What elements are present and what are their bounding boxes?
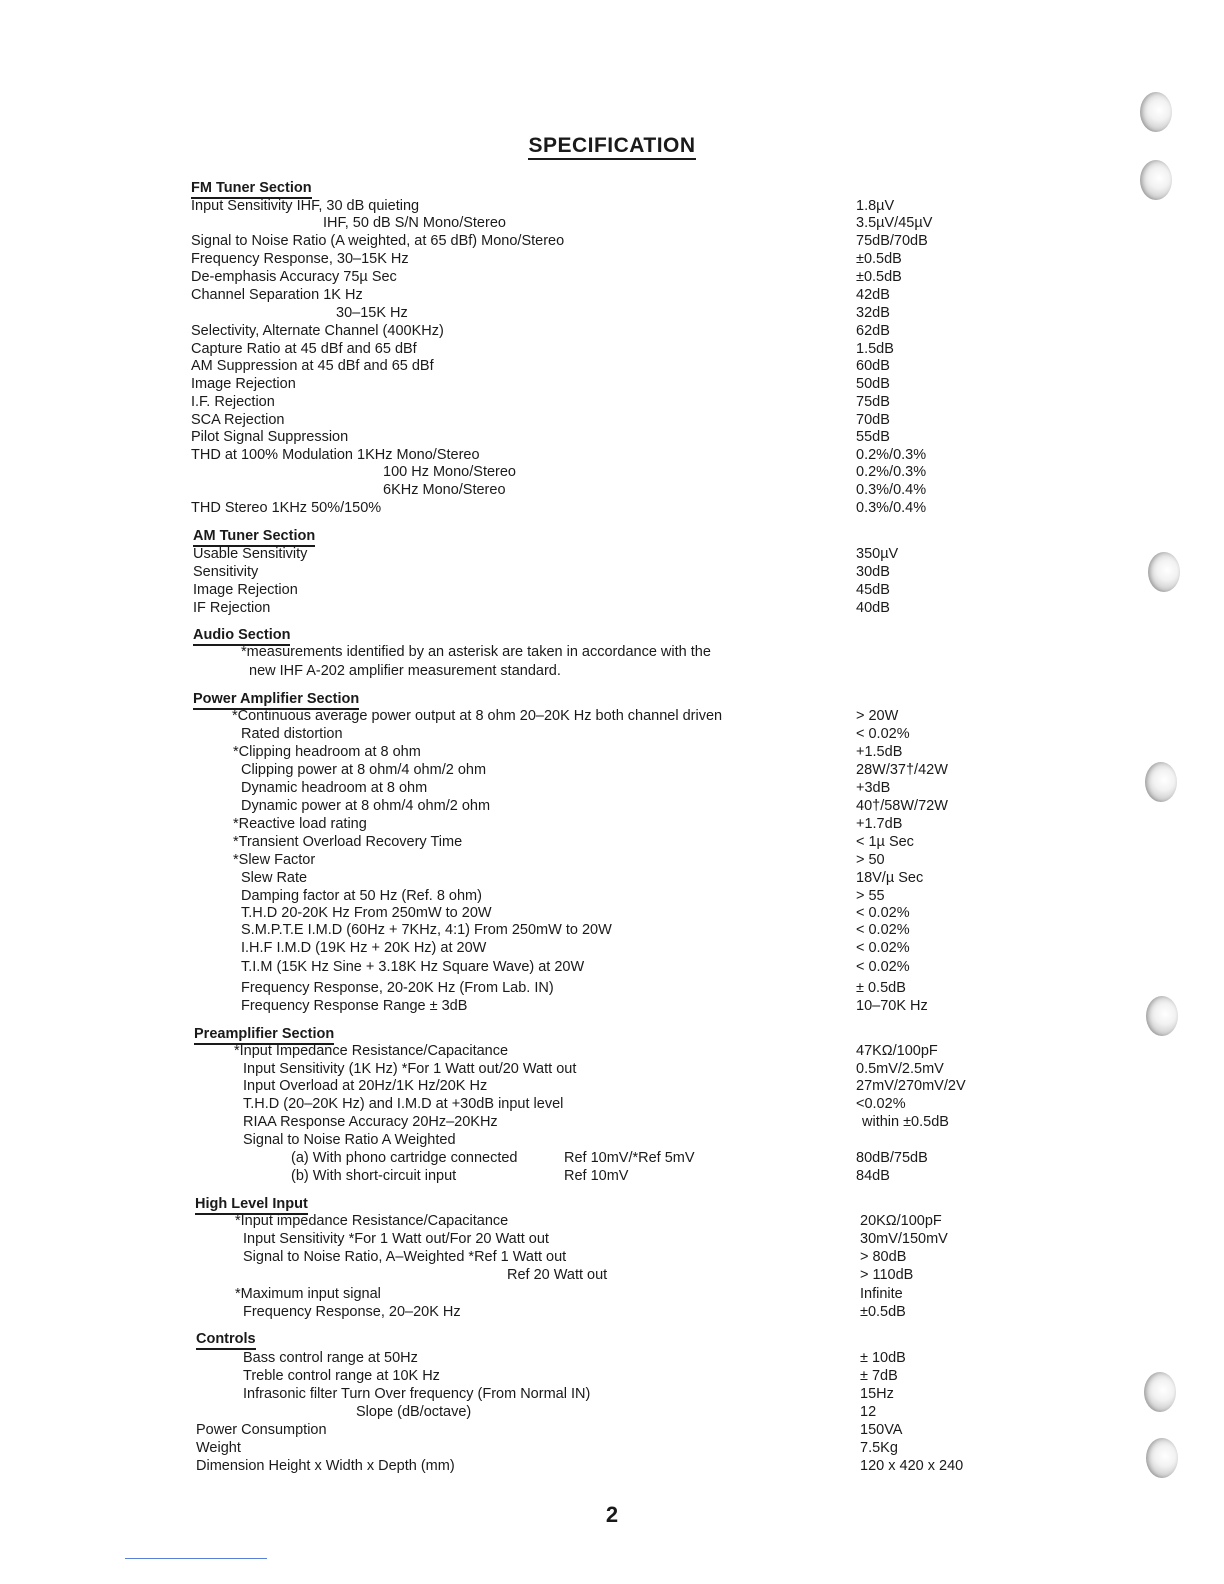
spec-row: Channel Separation 1K Hz 42dB bbox=[191, 287, 890, 303]
spec-row: Frequency Response, 30–15K Hz ±0.5dB bbox=[191, 251, 902, 267]
spec-row: IHF, 50 dB S/N Mono/Stereo 3.5µV/45µV bbox=[323, 215, 933, 231]
spec-row: THD at 100% Modulation 1KHz Mono/Stereo 0.2%/0.3% bbox=[191, 447, 927, 463]
spec-row: 30–15K Hz 32dB bbox=[336, 305, 890, 321]
spec-row: Image Rejection 45dB bbox=[193, 582, 890, 598]
spec-row: I.H.F I.M.D (19K Hz + 20K Hz) at 20W < 0.02% bbox=[241, 940, 910, 956]
spec-row: Clipping power at 8 ohm/4 ohm/2 ohm 28W/37†/42W bbox=[241, 762, 948, 778]
spec-row: 6KHz Mono/Stereo 0.3%/0.4% bbox=[383, 482, 927, 498]
spec-row: *Input Impedance Resistance/Capacitance 47KΩ/100pF bbox=[234, 1043, 938, 1059]
spec-row: *Transient Overload Recovery Time < 1µ Sec bbox=[233, 834, 914, 850]
spec-row: Infrasonic filter Turn Over frequency (From Normal IN) 15Hz bbox=[243, 1386, 894, 1402]
punch-hole bbox=[1140, 160, 1172, 200]
spec-row: Slew Rate 18V/µ Sec bbox=[241, 870, 924, 886]
spec-row: Power Consumption 150VA bbox=[196, 1422, 903, 1438]
spec-row: Signal to Noise Ratio A Weighted bbox=[243, 1132, 456, 1148]
spec-row: De-emphasis Accuracy 75µ Sec ±0.5dB bbox=[191, 269, 902, 285]
high-level-section-heading: High Level Input bbox=[195, 1195, 308, 1215]
spec-row: SCA Rejection 70dB bbox=[191, 412, 890, 428]
spec-row: *Input impedance Resistance/Capacitance 20KΩ/100pF bbox=[235, 1213, 942, 1229]
spec-row: Input Sensitivity *For 1 Watt out/For 20 Watt out 30mV/150mV bbox=[243, 1231, 948, 1247]
spec-row: Bass control range at 50Hz ± 10dB bbox=[243, 1350, 906, 1366]
spec-row: *Continuous average power output at 8 ohm 20–20K Hz both channel driven > 20W bbox=[232, 708, 899, 724]
spec-row: *Clipping headroom at 8 ohm +1.5dB bbox=[233, 744, 903, 760]
spec-row: Frequency Response Range ± 3dB 10–70K Hz bbox=[241, 998, 928, 1014]
ref-level: Ref 10mV bbox=[564, 1168, 629, 1184]
spec-row: 100 Hz Mono/Stereo 0.2%/0.3% bbox=[383, 464, 927, 480]
spec-row: *Reactive load rating +1.7dB bbox=[233, 816, 903, 832]
spec-row: Input Sensitivity IHF, 30 dB quieting 1.8µV bbox=[191, 198, 895, 214]
spec-row: THD Stereo 1KHz 50%/150% 0.3%/0.4% bbox=[191, 500, 927, 516]
spec-row: T.H.D 20-20K Hz From 250mW to 20W < 0.02% bbox=[241, 905, 910, 921]
spec-row: Frequency Response, 20–20K Hz ±0.5dB bbox=[243, 1304, 906, 1320]
audio-section-heading: Audio Section bbox=[193, 626, 290, 646]
spec-row: Treble control range at 10K Hz ± 7dB bbox=[243, 1368, 898, 1384]
power-amp-section-heading: Power Amplifier Section bbox=[193, 690, 359, 710]
spec-row: Slope (dB/octave) 12 bbox=[356, 1404, 877, 1420]
spec-row: Selectivity, Alternate Channel (400KHz) 62dB bbox=[191, 323, 890, 339]
spec-row: Damping factor at 50 Hz (Ref. 8 ohm) > 55 bbox=[241, 888, 885, 904]
footer-rule bbox=[125, 1558, 267, 1559]
spec-row: Rated distortion < 0.02% bbox=[241, 726, 910, 742]
spec-row: Dynamic power at 8 ohm/4 ohm/2 ohm 40†/58W/72W bbox=[241, 798, 948, 814]
spec-row: IF Rejection 40dB bbox=[193, 600, 890, 616]
spec-row: Frequency Response, 20-20K Hz (From Lab. IN) ± 0.5dB bbox=[241, 980, 906, 996]
page-title: SPECIFICATION bbox=[0, 134, 1224, 158]
spec-row: AM Suppression at 45 dBf and 65 dBf 60dB bbox=[191, 358, 890, 374]
spec-row: S.M.P.T.E I.M.D (60Hz + 7KHz, 4:1) From 250mW to 20W < 0.02% bbox=[241, 922, 910, 938]
spec-row: T.I.M (15K Hz Sine + 3.18K Hz Square Wave) at 20W < 0.02% bbox=[241, 959, 910, 975]
spec-row: Signal to Noise Ratio, A–Weighted *Ref 1 Watt out > 80dB bbox=[243, 1249, 907, 1265]
spec-row: Input Overload at 20Hz/1K Hz/20K Hz 27mV/270mV/2V bbox=[243, 1078, 966, 1094]
spec-row: RIAA Response Accuracy 20Hz–20KHz within ±0.5dB bbox=[243, 1114, 949, 1130]
spec-row: T.H.D (20–20K Hz) and I.M.D at +30dB input level <0.02% bbox=[243, 1096, 906, 1112]
spec-row: (a) With phono cartridge connected Ref 10mV/*Ref 5mV 80dB/75dB bbox=[291, 1150, 928, 1166]
fm-section-heading: FM Tuner Section bbox=[191, 179, 312, 199]
audio-note-line: new IHF A-202 amplifier measurement standard. bbox=[249, 663, 561, 679]
spec-row: Dimension Height x Width x Depth (mm) 120 x 420 x 240 bbox=[196, 1458, 964, 1474]
spec-row: Signal to Noise Ratio (A weighted, at 65 dBf) Mono/Stereo 75dB/70dB bbox=[191, 233, 928, 249]
spec-row: Input Sensitivity (1K Hz) *For 1 Watt out/20 Watt out 0.5mV/2.5mV bbox=[243, 1061, 944, 1077]
spec-row: Ref 20 Watt out > 110dB bbox=[507, 1267, 914, 1283]
spec-row: Dynamic headroom at 8 ohm +3dB bbox=[241, 780, 891, 796]
page-number: 2 bbox=[605, 1502, 619, 1527]
spec-row: *Maximum input signal Infinite bbox=[235, 1286, 903, 1302]
punch-hole bbox=[1140, 92, 1172, 132]
controls-section-heading: Controls bbox=[196, 1330, 256, 1350]
spec-row: Capture Ratio at 45 dBf and 65 dBf 1.5dB bbox=[191, 341, 894, 357]
spec-row: Usable Sensitivity 350µV bbox=[193, 546, 899, 562]
spec-row: Weight 7.5Kg bbox=[196, 1440, 898, 1456]
audio-note-line: *measurements identified by an asterisk are taken in accordance with the bbox=[241, 644, 711, 660]
preamp-section-heading: Preamplifier Section bbox=[194, 1025, 334, 1045]
spec-row: Sensitivity 30dB bbox=[193, 564, 890, 580]
spec-row: *Slew Factor > 50 bbox=[233, 852, 885, 868]
am-section-heading: AM Tuner Section bbox=[193, 527, 315, 547]
spec-row: (b) With short-circuit input Ref 10mV 84dB bbox=[291, 1168, 890, 1184]
spec-row: Image Rejection 50dB bbox=[191, 376, 890, 392]
spec-row: Pilot Signal Suppression 55dB bbox=[191, 429, 890, 445]
spec-row: I.F. Rejection 75dB bbox=[191, 394, 890, 410]
ref-level: Ref 10mV/*Ref 5mV bbox=[564, 1150, 695, 1166]
